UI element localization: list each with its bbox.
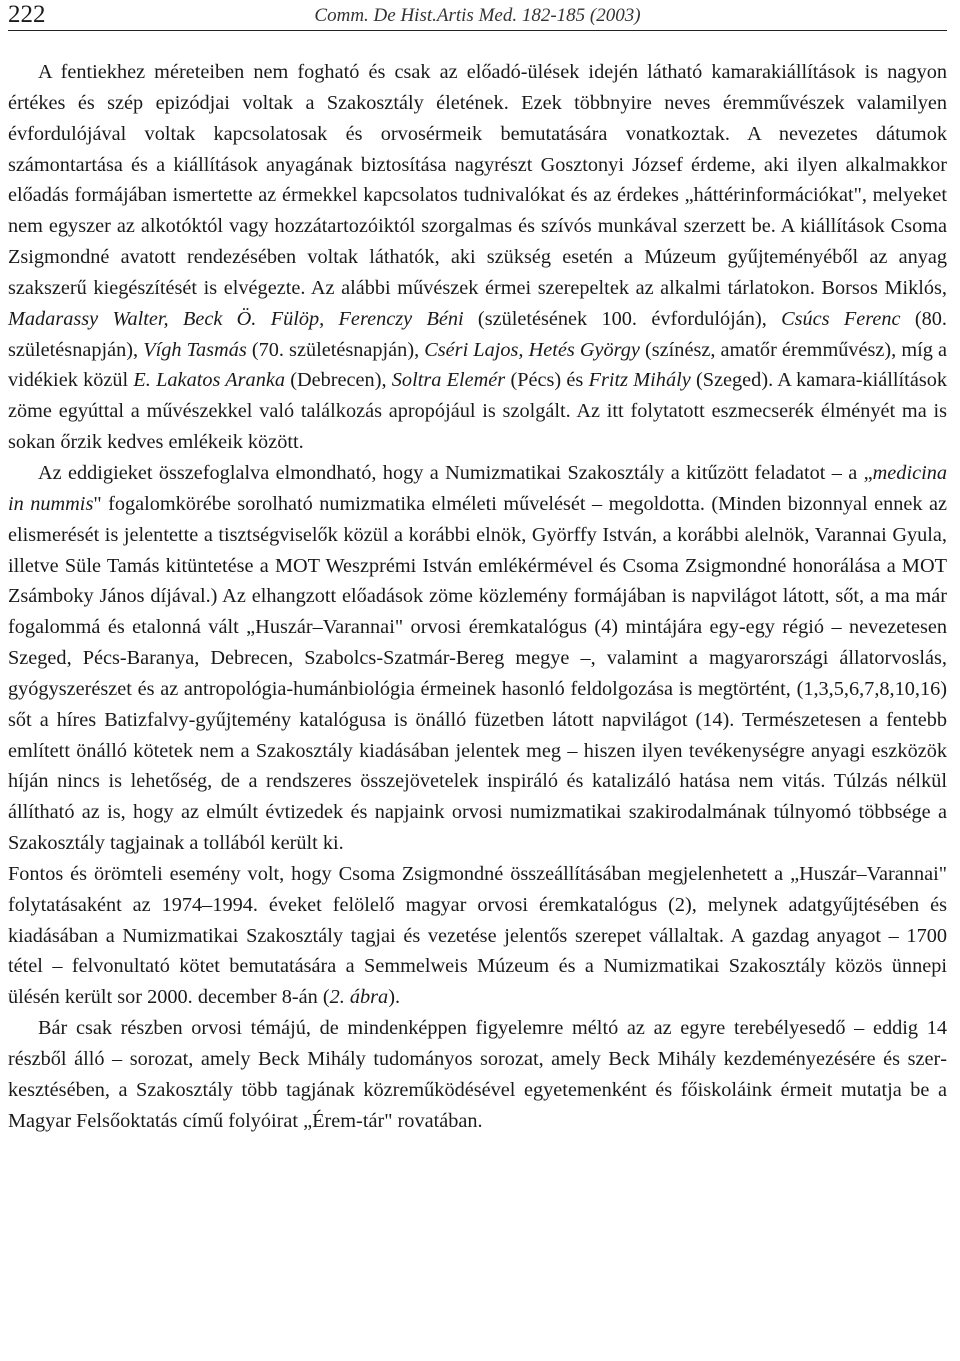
text-run: (Szeged). A kamara-kiállítások zöme egyúttal a művészekkel való találkozás apropójául is szolgált. Az itt folytatott eszmecserék élményét ma is sokan őrzik kedves emlékeik között.	[8, 369, 947, 454]
text-run: Fontos és örömteli esemény volt, hogy Csoma Zsigmondné összeállításában megjelenhetett a „Huszár–Varannai" folytatásaként az 1974–1994. éveket felölelő magyar orvosi éremkatalógus (2), melynek adatgyűjtésében és kiadásában a Numizmatikai Szakosztály tagjai és vezetése jelentős szerepet vállaltak. A gazdag anyagot – 1700 tétel – felvonultató kötet bemutatására a Semmelweis Múzeum és a Numizmatikai Szakosztály közös ünnepi ülésén került sor 2000. december 8-án (	[8, 862, 947, 1009]
article-body	[8, 57, 947, 1137]
text-run: (születésének 100. évfordulóján),	[463, 307, 782, 330]
italic-text-run: Madarassy Walter, Beck Ö. Fülöp, Ferenczy Béni	[8, 307, 464, 330]
journal-reference: Comm. De Hist.Artis Med. 182-185 (2003)	[314, 5, 641, 26]
page-number: 222	[8, 1, 46, 28]
text-run: (80. születésnapján),	[8, 307, 947, 361]
italic-text-run: Cséri Lajos, Hetés György	[424, 338, 640, 361]
text-run: (70. születésnapján),	[246, 338, 425, 361]
paragraph-erem-tar	[8, 1013, 947, 1136]
text-run: Bár csak részben orvosi témájú, de mindenképpen figyelemre méltó az az egyre terebélyesedő – eddig 14 részből álló – sorozat, amely Beck Mihály tudományos sorozat, amely Beck Mihály kezdeményezésére és szerkesztésében, a Szakosztály több tagjának közreműködésével egyetemenként és főiskoláink érmeit mutatja be a Magyar Felsőoktatás című folyóirat „Érem-tár" rovatában.	[8, 1017, 947, 1132]
running-header	[8, 0, 947, 31]
italic-text-run: Vígh Tasmás	[143, 338, 247, 361]
italic-text-run: medicina in nummis	[8, 461, 947, 515]
text-run: (Pécs) és	[505, 369, 589, 392]
italic-text-run: 2. ábra	[329, 986, 389, 1009]
text-run: A fentiekhez méreteiben nem fogható és csak az előadó-ülések idején látható kamarakiállítások is nagyon értékes és szép epizódjai voltak a Szakosztály életének. Ezek többnyire neves éremművészek valamilyen évfordulójával voltak kapcsolatosak és orvosérmeik bemutatására vonatkoztak. A nevezetes dátumok számontartása és a kiállítások anyagának biztosítása nagyrészt Gosztonyi József érdeme, aki ilyen alkalmakkor előadás formájában ismertette az érmekkel kapcsolatos tudnivalókat és az érdekes „háttérinformációkat", melyeket nem egyszer az alkotóktól vagy hozzátartozóiktól szorgalmas és szívós munkával szerzett be. A kiállítások Csoma Zsigmondné avatott rendezésében voltak láthatók, aki szükség esetén a Múzeum gyűjteményéből az anyag szakszerű kiegészítését is elvégezte. Az alábbi művészek érmei szerepeltek az alkalmi tárlatokon. Borsos Miklós,	[8, 61, 947, 299]
text-run: " fogalomkörébe sorolható numizmatika elméleti művelését – megoldotta. (Minden bizonnyal ennek az elismerését is jelentette a tisztségviselők közül a korábbi elnök, Györffy István, a korábbi alelnök, Varannai Gyula, illetve Süle Tamás kitüntetése a MOT Weszprémi István emlékérmével és Csoma Zsigmondné honorálása a MOT Zsámboky János díjával.) Az elhangzott előadások zöme közlemény formájában is napvilágot látott, sőt, a ma már fogalommá és etalonná vált „Huszár–Varannai" orvosi éremkatalógus (4) mintájára egy-egy régió – nevezetesen Szeged, Pécs-Baranya, Debrecen, Szabolcs-Szatmár-Bereg megye –, valamint a magyarországi állatorvoslás, gyógyszerészet és az antropológia-humánbiológia érmeinek hasonló feldolgozása is megtörtént, (1,3,5,6,7,8,10,16) sőt a híres Batizfalvy-gyűjtemény katalógusa is önálló füzetben látott napvilágot (14). Természetesen a fentebb említett önálló kötetek nem a Szakosztály kiadásában jelentek meg – hiszen ilyen tevékenységre anyagi eszközök híján nincs is lehetőség, de a rendszeres összejövetelek inspiráló és katalizáló hatása nem vitás. Túlzás nélkül állítható az is, hogy az elmúlt évtizedek és napjaink orvosi numizmatikai szakirodalmának túlnyomó többsége a Szakosztály tagjainak a tollából került ki.	[8, 492, 948, 855]
text-run: (színész, amatőr éremművész), míg a vidékiek közül	[8, 338, 947, 392]
italic-text-run: E. Lakatos Aranka	[133, 369, 285, 392]
text-run: Az eddigieket összefoglalva elmondható, hogy a Numizmatikai Szakosztály a kitűzött feladatot – a „	[38, 461, 873, 484]
text-run: ).	[388, 986, 401, 1009]
italic-text-run: Fritz Mihály	[588, 369, 691, 392]
italic-text-run: Csúcs Ferenc	[781, 307, 901, 330]
italic-text-run: Soltra Elemér	[391, 369, 506, 392]
paragraph-osszefoglalas	[8, 458, 947, 859]
paragraph-kamarakiallitasok	[8, 57, 947, 458]
text-run: (Debrecen),	[284, 369, 392, 392]
paragraph-eremkatalogus	[8, 859, 947, 1013]
